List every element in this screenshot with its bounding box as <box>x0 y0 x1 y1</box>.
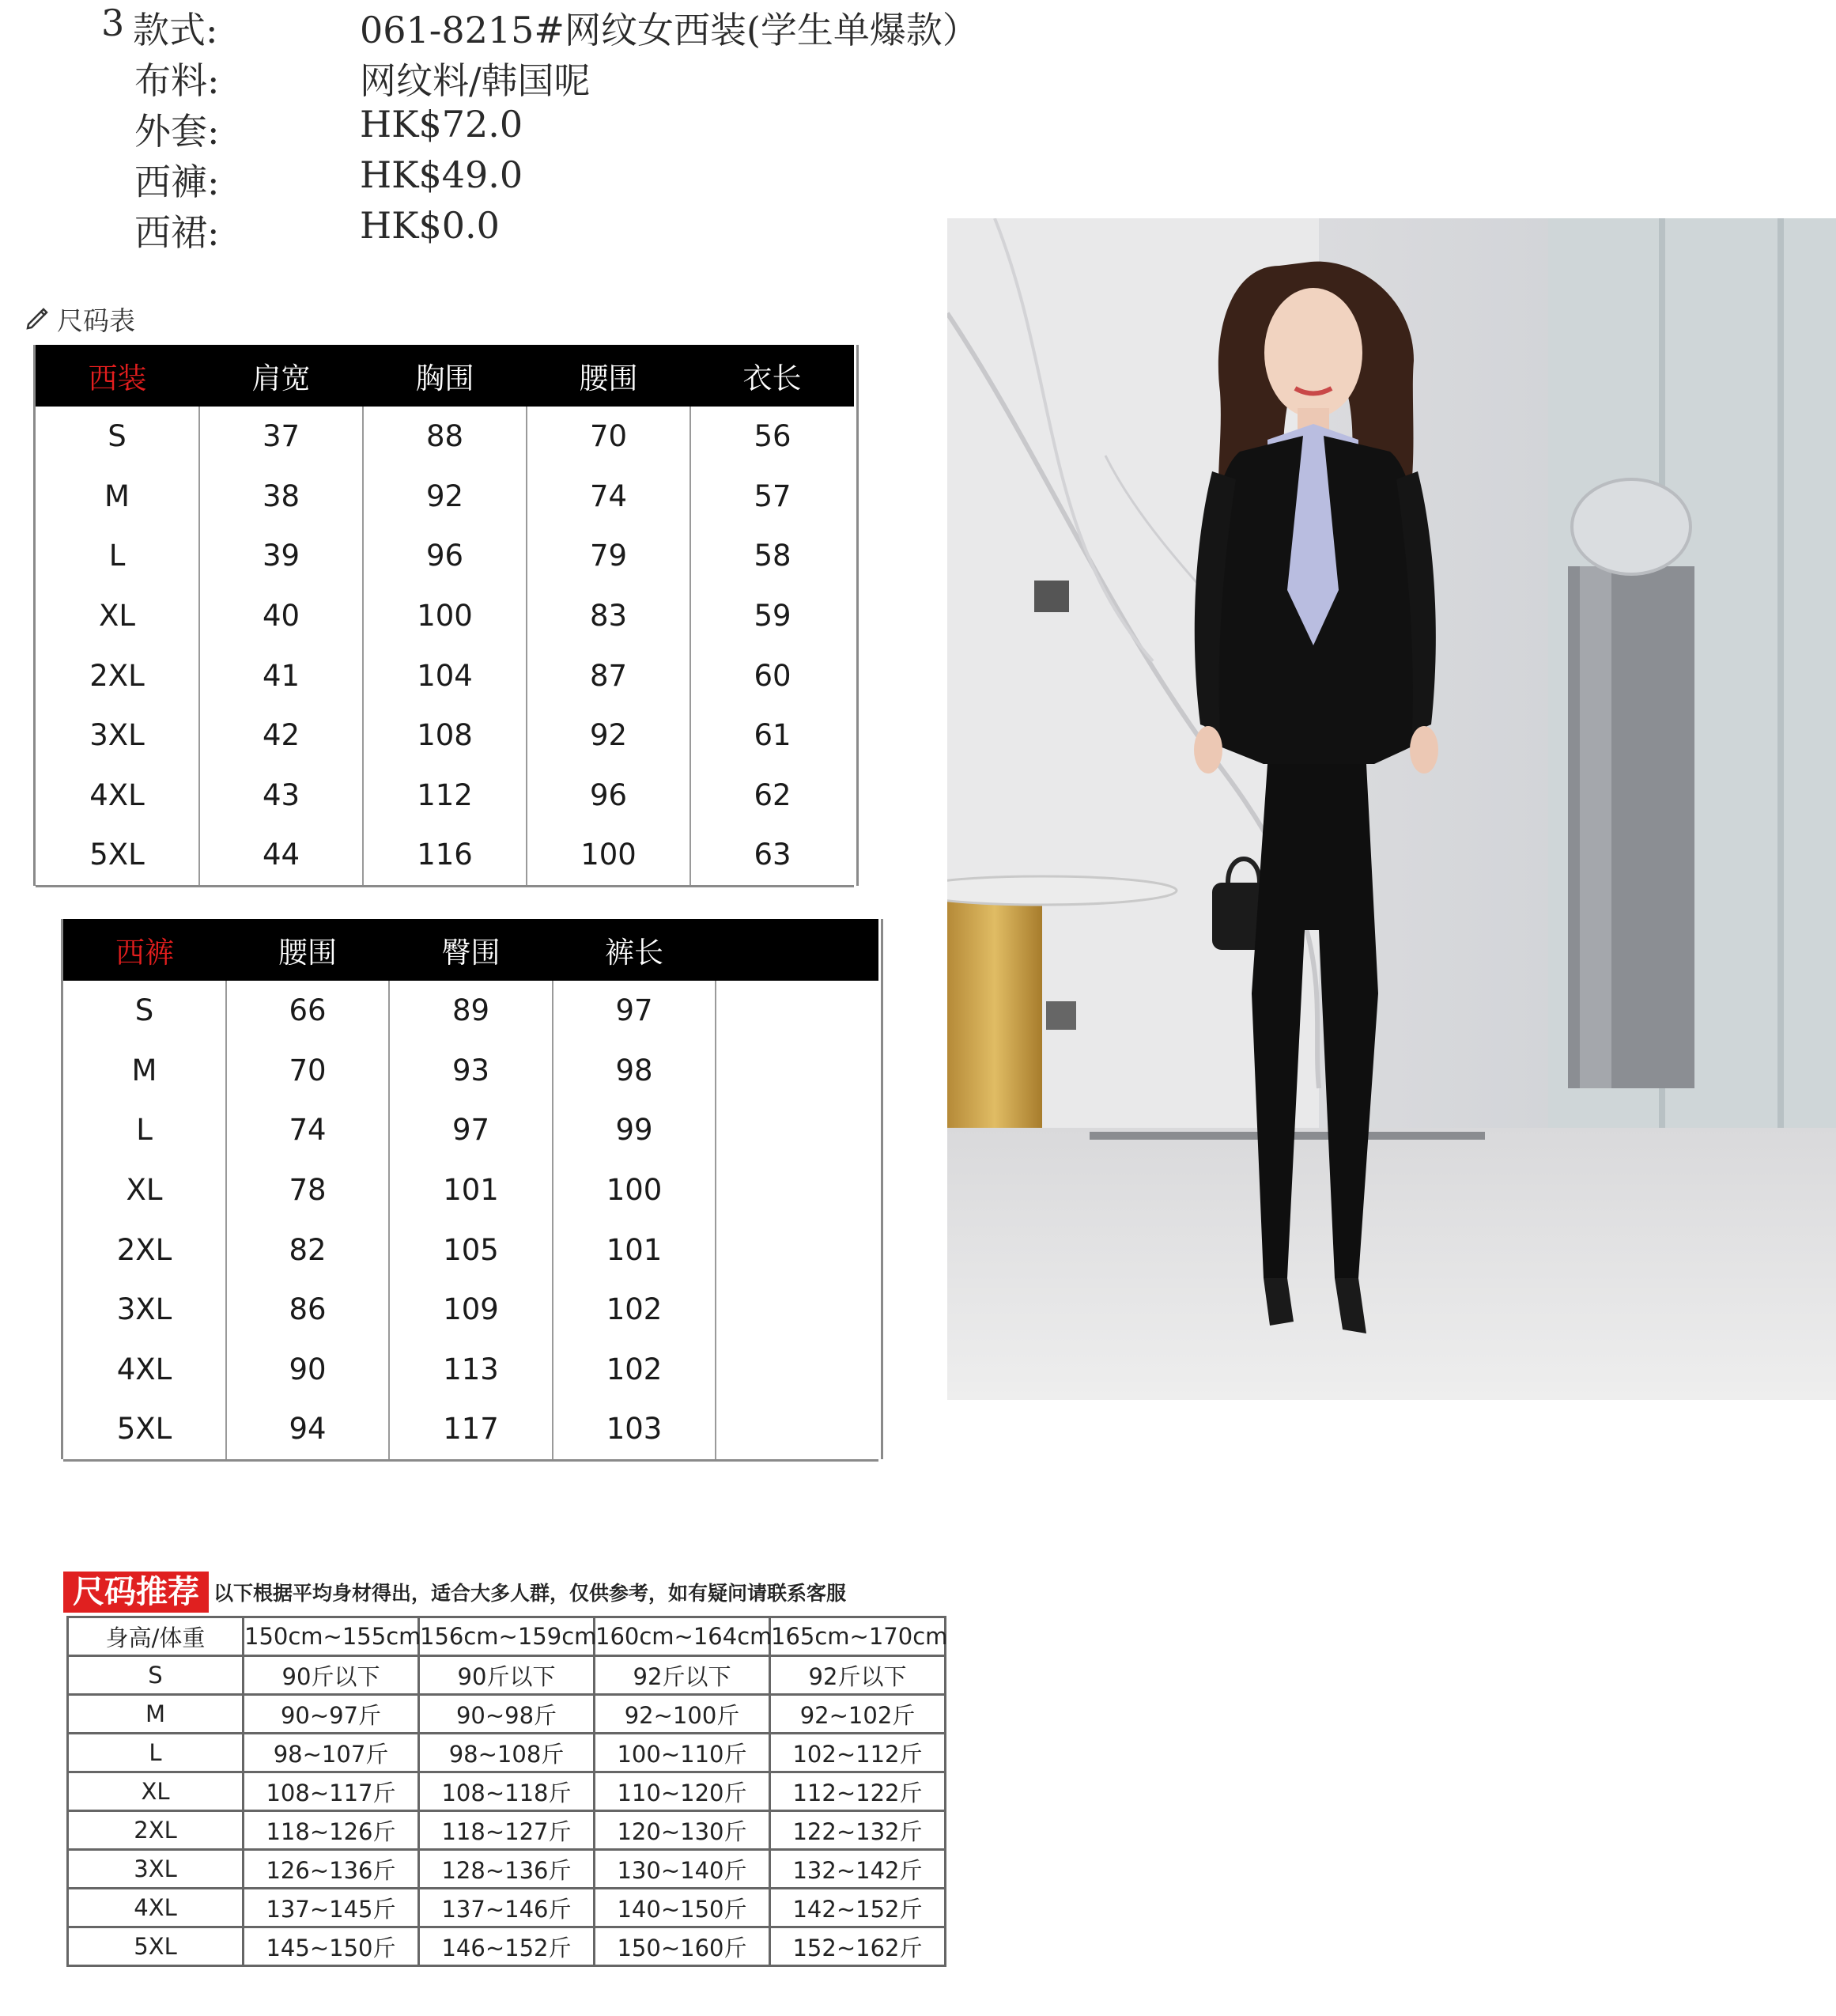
value-cell: 88 <box>363 407 527 467</box>
recommend-row <box>68 1772 946 1811</box>
value-cell: 59 <box>690 586 854 646</box>
weight-range-cell: 92斤以下 <box>595 1656 770 1695</box>
size-label-cell: 4XL <box>89 777 145 812</box>
recommend-note: 以下根据平均身材得出，适合大多人群，仅供参考，如有疑问请联系客服 <box>213 1582 847 1605</box>
size-label-cell: M <box>68 1695 244 1734</box>
weight-range-cell: 90斤以下 <box>419 1656 595 1695</box>
value-cell <box>716 1340 878 1400</box>
value-cell: 96 <box>363 526 527 586</box>
weight-range-cell: 100~110斤 <box>595 1734 770 1772</box>
recommend-header-cell: 150cm~155cm <box>244 1617 419 1656</box>
size-label-cell: S <box>108 419 127 454</box>
value-cell: 97 <box>389 1100 553 1160</box>
recommend-row <box>68 1850 946 1889</box>
value-cell: 43 <box>199 766 363 826</box>
size-label-cell: M <box>131 1053 157 1087</box>
value-cell: 37 <box>199 407 363 467</box>
size-label-cell: XL <box>68 1772 244 1811</box>
value-cell: 112 <box>363 766 527 826</box>
info-value: 061-8215#网纹女西装(学生单爆款） <box>360 9 979 51</box>
size-label-cell: 5XL <box>36 825 199 886</box>
size-label-cell: 2XL <box>89 658 145 693</box>
size-label-cell: 3XL <box>68 1850 244 1889</box>
table-row <box>36 645 854 705</box>
header-cell: 衣长 <box>690 345 854 407</box>
weight-range-cell: 118~127斤 <box>419 1811 595 1850</box>
weight-range-cell: 152~162斤 <box>770 1927 946 1966</box>
header-cell: 西装 <box>36 345 199 407</box>
weight-range-cell: 98~107斤 <box>244 1734 419 1772</box>
value-cell: 82 <box>226 1220 389 1280</box>
value-cell: 98 <box>553 1041 716 1101</box>
recommend-row <box>68 1734 946 1772</box>
size-label-cell: 4XL <box>116 1352 172 1386</box>
value-cell: 100 <box>363 586 527 646</box>
value-cell <box>716 1280 878 1340</box>
value-cell: 89 <box>389 981 553 1041</box>
value-cell: 109 <box>389 1280 553 1340</box>
weight-range-cell: 98~108斤 <box>419 1734 595 1772</box>
pants-size-table <box>63 919 878 1462</box>
table-row <box>36 407 854 467</box>
value-cell <box>716 1220 878 1280</box>
weight-range-cell: 137~146斤 <box>419 1889 595 1927</box>
size-label-cell: 5XL <box>68 1927 244 1966</box>
recommend-title-bar <box>63 1572 846 1613</box>
weight-range-cell: 112~122斤 <box>770 1772 946 1811</box>
header-cell: 西裤 <box>63 919 226 981</box>
value-cell: 66 <box>226 981 389 1041</box>
value-cell: 100 <box>553 1160 716 1220</box>
recommend-header-cell: 身高/体重 <box>68 1617 244 1656</box>
value-cell <box>716 1100 878 1160</box>
header-cell: 肩宽 <box>199 345 363 407</box>
value-cell: 117 <box>389 1399 553 1460</box>
value-cell: 94 <box>226 1399 389 1460</box>
recommend-row <box>68 1811 946 1850</box>
recommend-header-cell: 165cm~170cm <box>770 1617 946 1656</box>
header-cell: 腰围 <box>226 919 389 981</box>
table-row <box>63 1100 878 1160</box>
value-cell: 61 <box>690 705 854 766</box>
value-cell: 105 <box>389 1220 553 1280</box>
value-cell <box>716 981 878 1041</box>
weight-range-cell: 90~98斤 <box>419 1695 595 1734</box>
recommend-header-row <box>68 1617 946 1656</box>
value-cell: 113 <box>389 1340 553 1400</box>
table-row <box>63 1041 878 1101</box>
size-chart-title: 尺码表 <box>57 304 135 336</box>
size-label-cell: 5XL <box>63 1399 226 1460</box>
table-row <box>36 705 854 766</box>
weight-range-cell: 102~112斤 <box>770 1734 946 1772</box>
value-cell: 58 <box>690 526 854 586</box>
size-label-cell: 3XL <box>89 718 145 753</box>
value-cell: 60 <box>690 645 854 705</box>
weight-range-cell: 140~150斤 <box>595 1889 770 1927</box>
weight-range-cell: 137~145斤 <box>244 1889 419 1927</box>
value-cell: 101 <box>553 1220 716 1280</box>
suit-size-table <box>36 345 854 887</box>
value-cell <box>716 1041 878 1101</box>
info-label: 款式: <box>133 9 218 51</box>
header-cell: 裤长 <box>553 919 716 981</box>
value-cell: 101 <box>389 1160 553 1220</box>
table-row <box>63 1340 878 1400</box>
recommend-table <box>66 1616 946 1967</box>
weight-range-cell: 142~152斤 <box>770 1889 946 1927</box>
header-cell: 胸围 <box>363 345 527 407</box>
weight-range-cell: 90斤以下 <box>244 1656 419 1695</box>
size-label-cell: 4XL <box>68 1889 244 1927</box>
size-label-cell: L <box>136 1113 153 1148</box>
table-header-row <box>63 919 878 981</box>
recommend-row <box>68 1695 946 1734</box>
table-row <box>36 825 854 886</box>
value-cell: 99 <box>553 1100 716 1160</box>
recommend-row <box>68 1889 946 1927</box>
value-cell <box>716 1160 878 1220</box>
value-cell: 102 <box>553 1280 716 1340</box>
header-cell: 腰围 <box>527 345 690 407</box>
weight-range-cell: 130~140斤 <box>595 1850 770 1889</box>
value-cell: 78 <box>226 1160 389 1220</box>
value-cell: 63 <box>690 825 854 886</box>
value-cell: 96 <box>527 766 690 826</box>
value-cell: 79 <box>527 526 690 586</box>
size-chart-heading <box>24 299 135 339</box>
size-label-cell: 3XL <box>116 1292 172 1327</box>
recommend-badge: 尺码推荐 <box>63 1572 209 1613</box>
value-cell: 74 <box>527 467 690 527</box>
info-label: 西褲: <box>134 161 220 203</box>
pen-icon <box>24 304 51 334</box>
size-label-cell: M <box>104 478 130 513</box>
recommend-header-cell: 160cm~164cm <box>595 1617 770 1656</box>
value-cell: 56 <box>690 407 854 467</box>
size-label-cell: XL <box>126 1173 163 1208</box>
weight-range-cell: 92~102斤 <box>770 1695 946 1734</box>
value-cell: 93 <box>389 1041 553 1101</box>
weight-range-cell: 132~142斤 <box>770 1850 946 1889</box>
size-label-cell: XL <box>99 599 135 634</box>
value-cell: 57 <box>690 467 854 527</box>
table-row <box>63 981 878 1041</box>
info-label: 外套: <box>134 110 220 153</box>
weight-range-cell: 90~97斤 <box>244 1695 419 1734</box>
weight-range-cell: 122~132斤 <box>770 1811 946 1850</box>
info-label: 西裙: <box>134 211 220 254</box>
table-row <box>63 1399 878 1460</box>
header-cell <box>716 919 878 981</box>
value-cell: 116 <box>363 825 527 886</box>
size-label-cell: L <box>68 1734 244 1772</box>
table-row <box>36 467 854 527</box>
size-label-cell: S <box>134 993 154 1028</box>
value-cell: 92 <box>363 467 527 527</box>
value-cell: 74 <box>226 1100 389 1160</box>
table-row <box>36 526 854 586</box>
value-cell: 38 <box>199 467 363 527</box>
size-label-cell: 2XL <box>68 1811 244 1850</box>
weight-range-cell: 126~136斤 <box>244 1850 419 1889</box>
weight-range-cell: 118~126斤 <box>244 1811 419 1850</box>
size-label-cell: 2XL <box>116 1232 172 1267</box>
table-row <box>36 586 854 646</box>
value-cell: 90 <box>226 1340 389 1400</box>
header-cell: 臀围 <box>389 919 553 981</box>
value-cell: 86 <box>226 1280 389 1340</box>
recommend-row <box>68 1927 946 1966</box>
table-row <box>36 766 854 826</box>
value-cell: 108 <box>363 705 527 766</box>
value-cell <box>716 1399 878 1460</box>
value-cell: 97 <box>553 981 716 1041</box>
weight-range-cell: 146~152斤 <box>419 1927 595 1966</box>
size-label-cell: L <box>108 539 126 573</box>
table-header-row <box>36 345 854 407</box>
weight-range-cell: 108~117斤 <box>244 1772 419 1811</box>
table-row <box>63 1160 878 1220</box>
value-cell: 40 <box>199 586 363 646</box>
size-label-cell: S <box>68 1656 244 1695</box>
info-value: 网纹料/韩国呢 <box>360 59 591 102</box>
recommend-row <box>68 1656 946 1695</box>
weight-range-cell: 150~160斤 <box>595 1927 770 1966</box>
value-cell: 39 <box>199 526 363 586</box>
weight-range-cell: 145~150斤 <box>244 1927 419 1966</box>
value-cell: 70 <box>527 407 690 467</box>
value-cell: 100 <box>527 825 690 886</box>
info-value: HK$0.0 <box>360 204 500 247</box>
info-value: HK$49.0 <box>360 153 523 196</box>
value-cell: 103 <box>553 1399 716 1460</box>
value-cell: 44 <box>199 825 363 886</box>
table-row <box>63 1220 878 1280</box>
model-photo <box>947 218 1836 1400</box>
product-index: 3 <box>101 2 125 44</box>
weight-range-cell: 108~118斤 <box>419 1772 595 1811</box>
value-cell: 70 <box>226 1041 389 1101</box>
weight-range-cell: 120~130斤 <box>595 1811 770 1850</box>
info-value: HK$72.0 <box>360 103 523 146</box>
product-info <box>0 0 988 261</box>
value-cell: 83 <box>527 586 690 646</box>
value-cell: 92 <box>527 705 690 766</box>
weight-range-cell: 110~120斤 <box>595 1772 770 1811</box>
value-cell: 62 <box>690 766 854 826</box>
value-cell: 104 <box>363 645 527 705</box>
weight-range-cell: 92~100斤 <box>595 1695 770 1734</box>
table-row <box>63 1280 878 1340</box>
value-cell: 42 <box>199 705 363 766</box>
value-cell: 41 <box>199 645 363 705</box>
value-cell: 102 <box>553 1340 716 1400</box>
recommend-header-cell: 156cm~159cm <box>419 1617 595 1656</box>
value-cell: 87 <box>527 645 690 705</box>
weight-range-cell: 92斤以下 <box>770 1656 946 1695</box>
info-label: 布料: <box>134 59 220 102</box>
weight-range-cell: 128~136斤 <box>419 1850 595 1889</box>
